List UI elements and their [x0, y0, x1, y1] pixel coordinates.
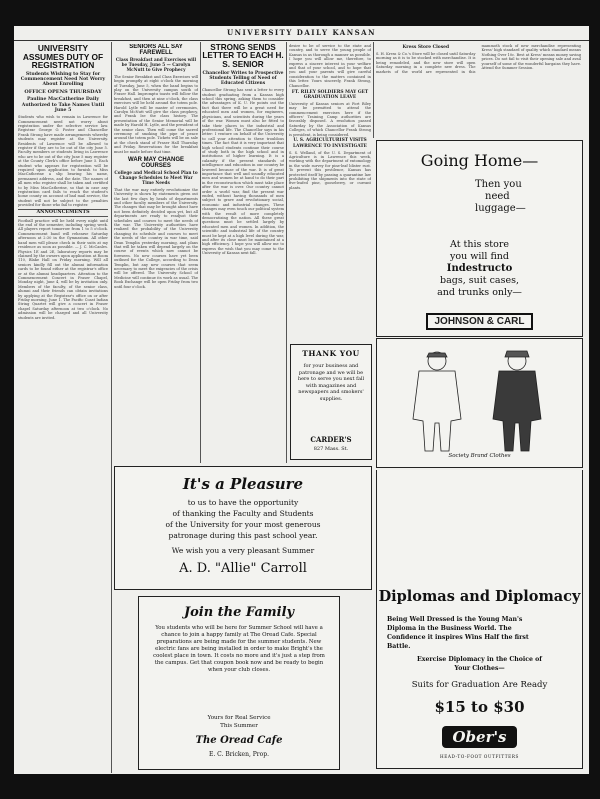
- headline-registration: UNIVERSITY ASSUMES DUTY OF REGISTRATION: [22, 44, 104, 71]
- ad-address: 827 Mass. St.: [313, 446, 349, 452]
- headline-war: WAR MAY CHANGE COURSES: [127, 157, 184, 170]
- article-body: S. H. Kress & Co.'s Store will be closed until Saturday morning as it is to be stocked with merchandise. It is being remodeled, and the new store will open Saturday morning in a complete new dress. The markets of the world are represented in this mammoth stock of new merchandise representing Kress' high standard of quality which standard means Nothing Over 10c. Best at Kress' means money saving prices. Do not fail to visit their opening sale and avail yourself of some of the wonderful bargains they have. Attend the Summer Session.: [376, 44, 581, 74]
- ad-line: At this store: [450, 239, 509, 250]
- brand-johnson-carl: JOHNSON & CARL: [426, 313, 532, 330]
- ad-line: Diploma in the Business World. The: [387, 625, 512, 632]
- column-2: [114, 44, 198, 462]
- ad-name: CARDER'S: [310, 435, 352, 444]
- subhead-daily: Pauline MacCatherine Daily Authorized to Take Names Until June 5: [21, 97, 105, 113]
- column-divider: [373, 42, 374, 138]
- ad-tag: Yours for Real Service: [207, 715, 271, 721]
- ad-line: Exercise Diplomacy in the Choice of: [417, 656, 542, 663]
- ad-illustration: [376, 338, 583, 468]
- ad-price: $15 to $30: [434, 698, 525, 716]
- ad-line: need: [485, 191, 510, 202]
- headline-kress: Kress Store Closed: [402, 45, 450, 50]
- ad-line: Suits for Graduation Are Ready: [411, 680, 548, 690]
- ad-title: Join the Family: [183, 605, 295, 620]
- article-body: S. S. Welland, of the U. S. Department of Agriculture is in Lawrence this week, working with the department of entomology in the wide survey for pine-leaf blister rust. To prevent this pestilence, Kansas has protected itself by passing a quarantine law prohibiting the shipments into the state of five-leafed pine, gooseberry, or currant plants.: [289, 150, 371, 190]
- two-men-illustration: [377, 339, 582, 467]
- ad-line: Confidence it inspires Wins Half the first: [387, 634, 529, 641]
- ad-line: Being Well Dressed is the Young Man's: [387, 616, 523, 623]
- ad-pleasure: [114, 466, 372, 590]
- subhead-registration: Students Wishing to Stay for Commencement Need Not Worry About Enrolling: [20, 71, 106, 88]
- column-divider: [111, 42, 112, 463]
- column-4: [289, 44, 371, 342]
- column-3: [202, 44, 284, 462]
- article-body: Chancellor Strong has sent a letter to every student graduating from a Kansas high school this spring, asking them to consider the advantages of K. U. He points out the fact that there will be a great need for educated men and women, for engineers, physicians, and scientists during the years of the war. Women must also be fitted to take their places in the industrial and professional life. The Chancellor says in his letter: I venture on behalf of the University to call your attention to these troublous times. The fact that it is very important that high school students continue their course of study both in the high school and in institutions of higher learning. It is a calamity if the present standards of intelligence and education in our country be lowered because of the war. It is of great importance that well and soundly educated men and women be at hand to do their part in the reconstruction which must take place after the war is over. Our country cannot order a world war, find the present war ended, without having thousands of men subject to grave and revolutionary social, economic and industrial changes. These changes may even touch our political system with the result of more completely democratizing the nation. All these great questions must be settled largely by educated men and women. In addition, the scientific and industrial life of the country must be kept at a high level during the war, and after its close must be maintained at a high efficiency. I hope you will allow me to express the wish that you may come to the University of Kansas next fall.: [202, 88, 284, 256]
- subhead-seniors: Class Breakfast and Exercises will be Tuesday, June 5 — Carolyn McNutt to Give Prophecy: [115, 57, 197, 72]
- masthead-rule: [14, 40, 589, 41]
- ad-going-home: [376, 140, 583, 337]
- ad-family: [138, 596, 340, 770]
- ad-line: We wish you a very pleasant Summer: [171, 546, 315, 555]
- ad-title: Going Home—: [420, 151, 539, 170]
- column-divider: [286, 42, 287, 463]
- headline-strong: STRONG SENDS LETTER TO EACH H. S. SENIOR: [202, 44, 284, 69]
- ad-diplomas: [376, 470, 583, 769]
- announcements-heading: ANNOUNCEMENTS: [18, 209, 108, 217]
- ad-tag: This Summer: [220, 723, 258, 729]
- brand-label: Society Brand Clothes: [448, 453, 511, 459]
- headline-seniors: SENIORS ALL SAY FAREWELL: [129, 44, 183, 57]
- brand-tagline: HEAD-TO-FOOT OUTFITTERS: [440, 754, 519, 759]
- ad-title: THANK YOU: [302, 349, 360, 358]
- article-body: University of Kansas seniors at Fort Riley may be permitted to attend the commencement exercises here if the officers' Training Camp authorities are favorably disposed. A resolution passed Saturday by the Association of Kansas Colleges, of which Chancellor Frank Strong is president, is being considered.: [289, 101, 371, 137]
- ad-line: and trunks only—: [437, 287, 522, 298]
- ad-line: luggage—: [475, 203, 526, 214]
- ad-line: to us to have the opportunity: [187, 498, 299, 507]
- ad-title: Diplomas and Diplomacy: [378, 588, 581, 605]
- subhead-strong: Chancellor Writes to Prospective Students Telling of Need of Educated Citizens: [202, 71, 284, 87]
- article-body: The Senior Breakfast and Class Exercises will begin promptly at eight o'clock the morning of Tuesday, June 5, when the band begins to play on the University campus south of Fraser Hall. Impromptu toasts will follow the breakfast, and then at nine o'clock, the class exercises will be held around the totem pole. Harold Lytle will be master of ceremonies, Carolyn McNutt will give the class prophecy, and Frank Ise the class history. The presentation of the Senior Memorial will be made by Harold H. Lytle, and the president of the senior class. Then will come the sacred ceremony of smoking the pipe of peace around the totem pole. Tickets will be on sale at the check stand of Fraser Hall Thursday and Friday. Reservations for the breakfast must be made before that time.: [114, 74, 198, 154]
- ad-line: of thanking the Faculty and Students: [172, 509, 314, 518]
- ad-title: It's a Pleasure: [182, 475, 304, 493]
- ad-body: You students who will be here for Summer School will have a chance to join a happy family at The Oread Cafe. Special preparations are being made for the summer students. New electric fans are being installed in order to make Bright's the coolest place in town. It costs no more and it's just a step from the campus. Get that coupon book now and be ready to begin when your club closes.: [153, 625, 325, 673]
- subhead-office: OFFICE OPENS THURSDAY: [24, 88, 102, 95]
- ad-line: Indestructo: [446, 263, 513, 274]
- column-divider: [200, 42, 201, 463]
- ad-line: of the University for your most generous: [165, 520, 321, 529]
- brand-obers: Ober's: [442, 726, 516, 748]
- article-body: desire to be of service to the state and country, and to serve the young people of Kansas in as thorough a manner as possible. I hope you will allow me, therefore, to express a sincere interest in your welfare and that of your school, and to hope that you and your parents will give careful consideration to the matters contained in this letter. Yours sincerely, Frank Strong, Chancellor.: [289, 44, 371, 88]
- ad-name: A. D. "Allie" Carroll: [179, 561, 307, 576]
- column-1: [18, 44, 108, 772]
- ad-line: Battle.: [387, 643, 411, 650]
- headline-ft-riley: FT. RILEY SOLDIERS MAY GET GRADUATION LEAVE: [291, 89, 369, 100]
- headline-agriculturist: U. S. AGRICULTURIST VISITS LAWRENCE TO INVESTIGATE: [292, 138, 368, 149]
- article-body: That the war may entirely revolutionize the University is shown by statements given out the last few days by heads of departments and other faculty members of the University. The changes that may be brought about have not been definitely decided upon yet, but all departments are ready to readjust their schedules and courses to meet the needs of the war. The University authorities have realized the probability of the University changing its schedule and courses to meet the needs of the country in war time, said Dean Templin yesterday morning, and plans that will be taken will depend largely on the course of events which now cannot be foreseen. No new courses have yet been outlined for the College, according to Dean Templin, but any new courses that seem necessary to meet the exigencies of the crisis will be offered. The University School of Medicine will continue its work as usual. The Book Exchange will be open Friday from two until four o'clock.: [114, 187, 198, 289]
- column-5: [376, 44, 581, 136]
- column-divider: [111, 463, 112, 773]
- ad-body: for your business and patronage and we will be here to serve you next fall with magazines and newspapers and smokers' supplies.: [297, 363, 365, 402]
- ad-carders: [290, 344, 372, 460]
- ad-line: patronage during this past school year.: [168, 531, 318, 540]
- article-body: Students who wish to remain in Lawrence for Commencement need not worry about registration under the selective service law. Registrar George O. Foster and Chancellor Frank Strong have made arrangements whereby students may register at the University. Residents of Lawrence will be allowed to register if they are to be out of the city June 5. Faculty members or students living in Lawrence who are to be out of the city June 5 may register at the County Clerk's office before June 5. Each student who appears for registration will be required upon application to furnish to Miss MacCatherine a slip bearing his name, permanent address, and the date. The names of all men who register shall be taken and certified to by Miss MacCatherine, so that in case any registration card fails to reach the student's home county on account of bad mail service, the student will not be subject to the penalties provided for those who fail to register.: [18, 115, 108, 208]
- masthead: UNIVERSITY DAILY KANSAN: [226, 28, 377, 37]
- ad-line: bags, suit cases,: [440, 275, 519, 286]
- ad-line: Your Clothes—: [454, 665, 505, 672]
- ad-owner: E. C. Bricken, Prop.: [208, 751, 270, 758]
- ad-line: you will find: [449, 251, 510, 262]
- ad-name: The Oread Cafe: [195, 735, 283, 746]
- subhead-war: College and Medical School Plan to Change Schedules to Meet War Time Needs: [114, 170, 198, 185]
- announcements-body: Football practice will be held every night until the end of the semester, including spring week. All players report tomorrow from 1 to 5 o'clock. Commencement band will rehearse Saturday afternoon at 2:30 in the Gymnasium. All other band men will please check in their suits at my residence as soon as possible. — J. C. McCanles. Physics 1E and 2E, laboratory reports may be claimed by the owners upon application at Room 110, Blake Hall on Friday morning. Will all seniors kindly fill out the alumni information cards to be found either at the registrar's office or at the alumni headquarters. Attention to the Commencement Concert in Fraser Chapel, Monday night, June 4, will be by invitation only. Members of the faculty, of the senior class, alumni and their friends can obtain invitations by applying at the Registrar's office on or after Friday morning, June 1. The Pacific Coast Indian String Quartet will give a concert in Fraser chapel Saturday afternoon at two o'clock. No admission will be charged and all University students are invited.: [18, 218, 108, 320]
- ad-line: Then you: [475, 179, 522, 190]
